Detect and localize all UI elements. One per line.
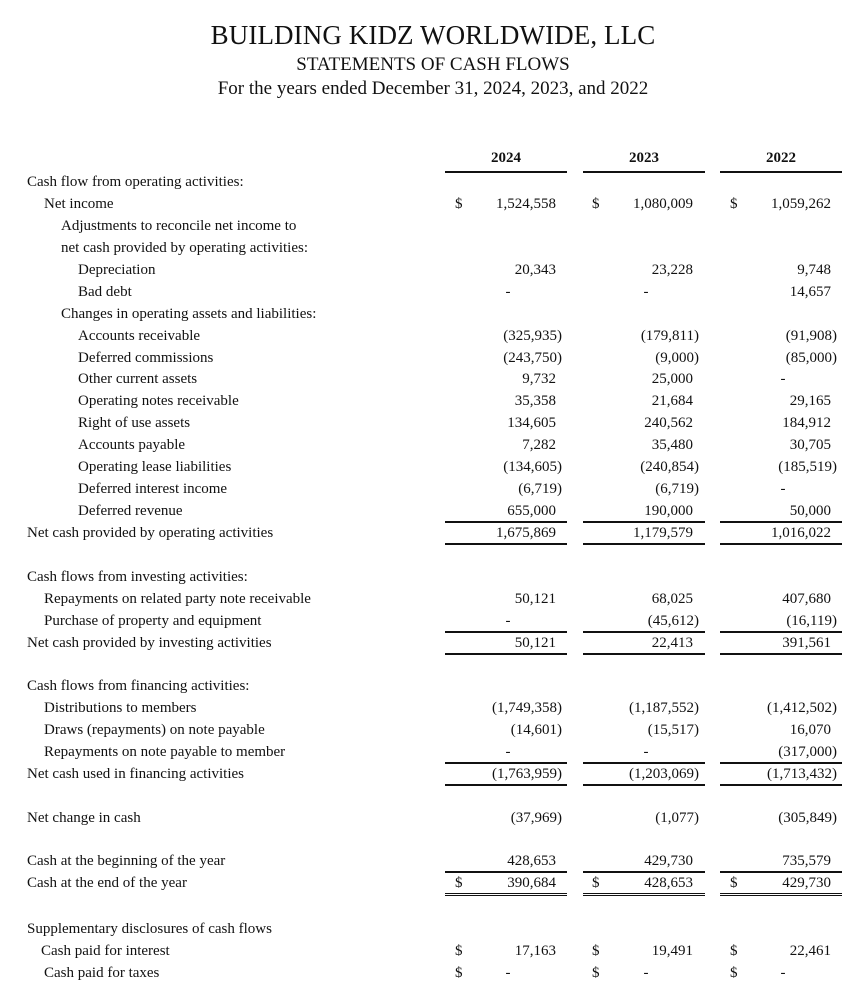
cell-value-2022: 16,070 — [789, 722, 831, 738]
row-other-current-assets — [0, 368, 853, 390]
cell-value-2022: 9,748 — [797, 262, 831, 278]
cell-value-2022: (185,519) — [778, 459, 837, 475]
row-label: Net cash used in financing activities — [27, 766, 245, 782]
row-cash-end — [0, 872, 853, 894]
cell-value-2023: (1,077) — [655, 810, 699, 826]
row-distributions — [0, 697, 853, 719]
section-heading-supplementary — [0, 918, 853, 940]
cell-value-2024: 17,163 — [514, 943, 556, 959]
cell-value-2023: (15,517) — [647, 722, 699, 738]
statement-period: For the years ended December 31, 2024, 2023, and 2022 — [217, 78, 649, 99]
underline — [720, 784, 842, 786]
cell-value-2023: - — [643, 744, 649, 760]
cell-value-2024: (1,749,358) — [492, 700, 562, 716]
subheading-changes — [0, 303, 853, 325]
cell-value-2023: 1,179,579 — [633, 525, 693, 541]
cell-value-2023: 23,228 — [651, 262, 693, 278]
row-label: Cash paid for interest — [41, 943, 170, 959]
column-header-2022: 2022 — [766, 150, 796, 166]
cell-value-2024: 655,000 — [507, 503, 556, 519]
currency-symbol: $ — [592, 875, 600, 891]
cell-value-2024: 428,653 — [507, 853, 556, 869]
cell-value-2023: (1,187,552) — [629, 700, 699, 716]
row-net-income — [0, 193, 853, 215]
row-label: Deferred revenue — [78, 503, 183, 519]
cell-value-2024: 7,282 — [522, 437, 556, 453]
cell-value-2022: (317,000) — [778, 744, 837, 760]
cell-value-2024: (325,935) — [503, 328, 562, 344]
cell-value-2024: - — [505, 965, 511, 981]
row-label: Right of use assets — [78, 415, 191, 431]
row-accounts-receivable — [0, 325, 853, 347]
cell-value-2024: 390,684 — [507, 875, 556, 891]
row-label: Accounts receivable — [78, 328, 201, 344]
cell-value-2022: (16,119) — [786, 613, 837, 629]
row-bad-debt — [0, 281, 853, 303]
cell-value-2024: - — [505, 284, 511, 300]
currency-symbol: $ — [455, 875, 463, 891]
row-label: Cash flows from financing activities: — [27, 678, 250, 694]
cell-value-2024: (6,719) — [518, 481, 562, 497]
row-label: Cash flows from investing activities: — [27, 569, 248, 585]
cell-value-2022: 30,705 — [789, 437, 831, 453]
cell-value-2024: 20,343 — [514, 262, 556, 278]
currency-symbol: $ — [455, 196, 463, 212]
cell-value-2024: (134,605) — [503, 459, 562, 475]
cell-value-2022: (1,412,502) — [767, 700, 837, 716]
currency-symbol: $ — [730, 875, 738, 891]
currency-symbol: $ — [455, 943, 463, 959]
cell-value-2022: 391,561 — [782, 635, 831, 651]
row-net-change — [0, 807, 853, 829]
currency-symbol: $ — [592, 943, 600, 959]
row-label: Cash flow from operating activities: — [27, 174, 244, 190]
row-deferred-commissions — [0, 347, 853, 369]
row-label: Accounts payable — [78, 437, 186, 453]
section-heading-investing — [0, 566, 853, 588]
cell-value-2023: 22,413 — [651, 635, 693, 651]
cell-value-2022: 14,657 — [789, 284, 831, 300]
cell-value-2023: (9,000) — [655, 350, 699, 366]
cell-value-2022: 29,165 — [789, 393, 831, 409]
row-label: Depreciation — [78, 262, 156, 278]
cell-value-2023: (179,811) — [640, 328, 699, 344]
cell-value-2022: - — [780, 371, 786, 387]
subheading-adjustments-cont — [0, 237, 853, 259]
double-underline — [720, 893, 842, 896]
underline — [445, 653, 567, 655]
cell-value-2024: 35,358 — [514, 393, 556, 409]
cell-value-2022: (91,908) — [785, 328, 837, 344]
underline — [720, 543, 842, 545]
cell-value-2023: 428,653 — [644, 875, 693, 891]
cell-value-2023: 240,562 — [644, 415, 693, 431]
row-cash-paid-taxes — [0, 962, 853, 984]
row-label: Net cash provided by investing activities — [27, 635, 272, 651]
cell-value-2023: 19,491 — [651, 943, 693, 959]
row-label: Net change in cash — [27, 810, 141, 826]
row-label: net cash provided by operating activities: — [61, 240, 309, 256]
subheading-adjustments — [0, 215, 853, 237]
row-purchase-property — [0, 610, 853, 632]
cell-value-2023: 21,684 — [651, 393, 693, 409]
underline — [583, 653, 705, 655]
row-label: Changes in operating assets and liabilities: — [61, 306, 317, 322]
currency-symbol: $ — [592, 965, 600, 981]
cell-value-2023: (1,203,069) — [629, 766, 699, 782]
row-label: Repayments on note payable to member — [44, 744, 286, 760]
underline — [720, 653, 842, 655]
cell-value-2023: 25,000 — [651, 371, 693, 387]
column-header-2024: 2024 — [491, 150, 521, 166]
cell-value-2022: 22,461 — [789, 943, 831, 959]
row-label: Operating notes receivable — [78, 393, 239, 409]
row-cash-beginning — [0, 850, 853, 872]
cell-value-2023: 190,000 — [644, 503, 693, 519]
cell-value-2022: - — [780, 481, 786, 497]
cell-value-2022: 1,059,262 — [771, 196, 831, 212]
cell-value-2023: - — [643, 965, 649, 981]
row-operating-lease-liabilities — [0, 456, 853, 478]
cell-value-2022: (85,000) — [785, 350, 837, 366]
row-label: Net income — [44, 196, 114, 212]
cell-value-2023: 68,025 — [651, 591, 693, 607]
cell-value-2024: (243,750) — [503, 350, 562, 366]
cell-value-2023: 1,080,009 — [633, 196, 693, 212]
cell-value-2024: 134,605 — [507, 415, 556, 431]
row-label: Draws (repayments) on note payable — [44, 722, 265, 738]
row-label: Adjustments to reconcile net income to — [61, 218, 297, 234]
cell-value-2024: (1,763,959) — [492, 766, 562, 782]
column-header-2023: 2023 — [629, 150, 659, 166]
row-right-of-use-assets — [0, 412, 853, 434]
cell-value-2023: (45,612) — [647, 613, 699, 629]
row-label: Cash at the beginning of the year — [27, 853, 226, 869]
row-net-cash-operating — [0, 522, 853, 544]
row-label: Operating lease liabilities — [78, 459, 232, 475]
row-net-cash-investing — [0, 632, 853, 654]
cell-value-2023: 35,480 — [651, 437, 693, 453]
double-underline — [445, 893, 567, 896]
cell-value-2024: (14,601) — [510, 722, 562, 738]
cell-value-2022: 50,000 — [789, 503, 831, 519]
row-repayments-related-party — [0, 588, 853, 610]
cell-value-2024: - — [505, 613, 511, 629]
cell-value-2023: 429,730 — [644, 853, 693, 869]
row-label: Deferred interest income — [78, 481, 228, 497]
cell-value-2024: 50,121 — [514, 635, 556, 651]
row-label: Net cash provided by operating activities — [27, 525, 274, 541]
cell-value-2024: (37,969) — [510, 810, 562, 826]
section-heading-operating — [0, 171, 853, 193]
row-label: Supplementary disclosures of cash flows — [27, 921, 272, 937]
cell-value-2022: (1,713,432) — [767, 766, 837, 782]
currency-symbol: $ — [730, 965, 738, 981]
row-operating-notes-receivable — [0, 390, 853, 412]
cell-value-2022: 184,912 — [782, 415, 831, 431]
company-name: BUILDING KIDZ WORLDWIDE, LLC — [210, 20, 656, 50]
currency-symbol: $ — [455, 965, 463, 981]
currency-symbol: $ — [730, 943, 738, 959]
cell-value-2023: - — [643, 284, 649, 300]
row-label: Deferred commissions — [78, 350, 214, 366]
underline — [583, 784, 705, 786]
cell-value-2022: 407,680 — [782, 591, 831, 607]
row-repayments-member — [0, 741, 853, 763]
cell-value-2022: 1,016,022 — [771, 525, 831, 541]
row-deferred-revenue — [0, 500, 853, 522]
underline — [445, 543, 567, 545]
row-label: Purchase of property and equipment — [44, 613, 262, 629]
currency-symbol: $ — [592, 196, 600, 212]
cell-value-2024: 1,524,558 — [496, 196, 556, 212]
cell-value-2022: 735,579 — [782, 853, 831, 869]
cell-value-2022: - — [780, 965, 786, 981]
row-label: Repayments on related party note receivable — [44, 591, 311, 607]
row-depreciation — [0, 259, 853, 281]
row-label: Cash at the end of the year — [27, 875, 187, 891]
row-cash-paid-interest — [0, 940, 853, 962]
row-label: Other current assets — [78, 371, 198, 387]
cell-value-2023: (240,854) — [640, 459, 699, 475]
row-label: Cash paid for taxes — [44, 965, 160, 981]
row-draws-note-payable — [0, 719, 853, 741]
double-underline — [583, 893, 705, 896]
cell-value-2024: 1,675,869 — [496, 525, 556, 541]
cell-value-2024: 9,732 — [522, 371, 556, 387]
row-accounts-payable — [0, 434, 853, 456]
row-label: Bad debt — [78, 284, 132, 300]
currency-symbol: $ — [730, 196, 738, 212]
row-deferred-interest-income — [0, 478, 853, 500]
cell-value-2022: (305,849) — [778, 810, 837, 826]
underline — [445, 784, 567, 786]
cell-value-2024: 50,121 — [514, 591, 556, 607]
row-label: Distributions to members — [44, 700, 197, 716]
section-heading-financing — [0, 675, 853, 697]
cell-value-2024: - — [505, 744, 511, 760]
underline — [583, 543, 705, 545]
statement-title: STATEMENTS OF CASH FLOWS — [296, 54, 570, 75]
row-net-cash-financing — [0, 763, 853, 785]
cell-value-2023: (6,719) — [655, 481, 699, 497]
cell-value-2022: 429,730 — [782, 875, 831, 891]
